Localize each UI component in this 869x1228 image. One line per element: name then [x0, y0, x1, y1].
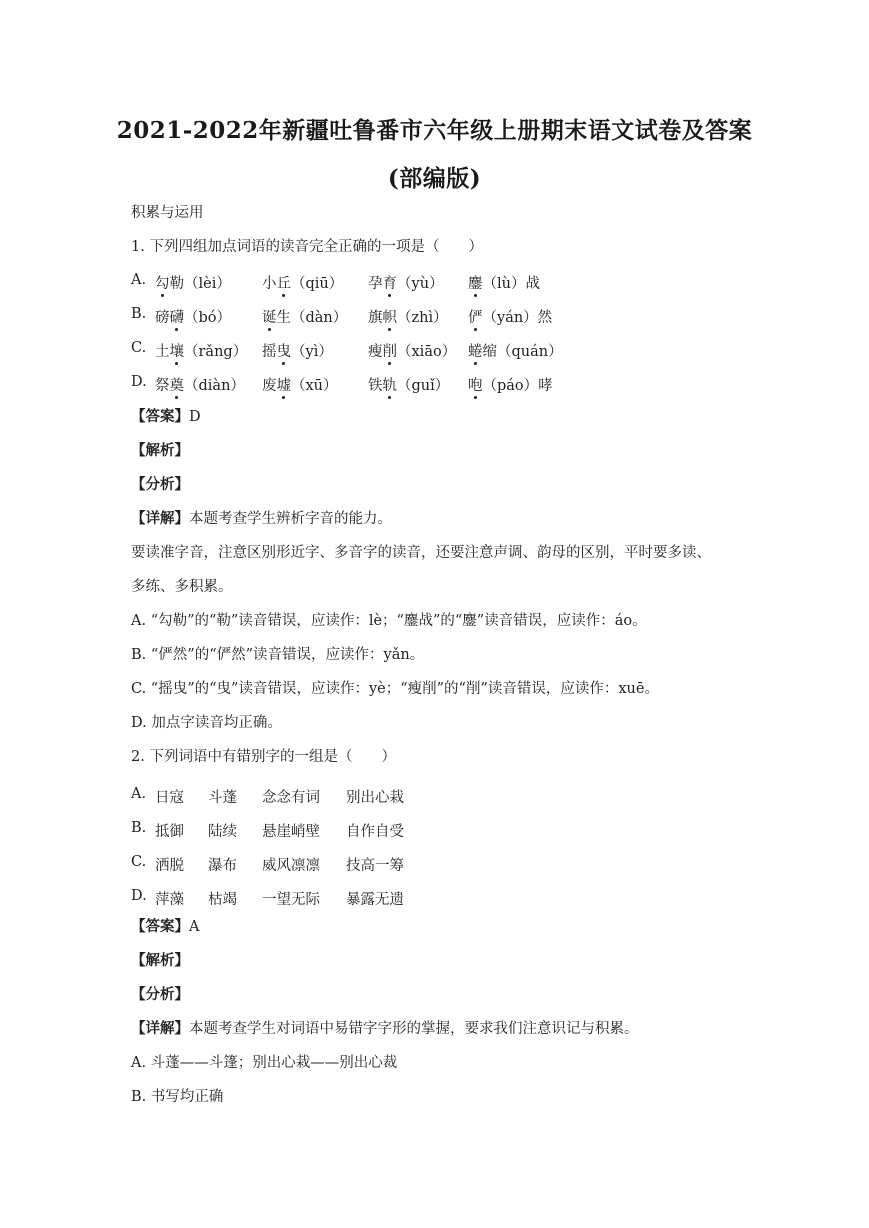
- q2-option-word: 别出心栽: [346, 790, 404, 806]
- item-text: （lù）战: [482, 276, 540, 292]
- item-text: 瘦: [368, 344, 383, 360]
- q2-fenxi: 【分析】: [131, 986, 189, 1003]
- dotted-char: 墟: [276, 378, 291, 394]
- q1-option-label: B.: [131, 306, 147, 322]
- q2-option-word: 陆续: [208, 824, 237, 840]
- dotted-char: 丘: [276, 276, 291, 292]
- detail-tag: 【详解】: [131, 510, 189, 527]
- item-text: （yù）: [397, 276, 444, 292]
- q2-option-label: C.: [131, 854, 147, 870]
- q1-fenxi: 【分析】: [131, 476, 189, 493]
- answer-tag: 【答案】: [131, 408, 189, 425]
- dotted-char: 育: [382, 276, 397, 292]
- detail-text: 本题考查学生对词语中易错字字形的掌握，要求我们注意识记与积累。: [189, 1021, 639, 1037]
- q1-expl-a: A. “勾勒”的“勒”读音错误，应读作：lè；“鏖战”的“鏖”读音错误，应读作：áo。: [131, 613, 647, 629]
- dotted-char: 礴: [169, 310, 184, 326]
- q2-option-word: 萍藻: [155, 892, 184, 908]
- q2-option-word: 瀑布: [208, 858, 237, 874]
- item-text: （bó）: [184, 310, 232, 326]
- q2-detail: [131, 1020, 639, 1038]
- q2-option-word: 日寇: [155, 790, 184, 806]
- q2-option-word: 斗蓬: [208, 790, 237, 806]
- q1-option-item: [468, 340, 563, 361]
- q1-expl-c: C. “摇曳”的“曳”读音错误，应读作：yè；“瘦削”的“削”读音错误，应读作：xuē。: [131, 681, 659, 697]
- q1-answer: [131, 408, 201, 426]
- item-text: 孕: [368, 276, 383, 292]
- item-text: （guǐ）: [397, 378, 450, 394]
- q2-option-label: B.: [131, 820, 147, 836]
- q1-option-item: [155, 374, 245, 395]
- item-text: 废: [262, 378, 277, 394]
- q2-stem: 2. 下列词语中有错别字的一组是（ ）: [131, 749, 396, 765]
- detail-tag: 【详解】: [131, 1020, 189, 1037]
- item-text: （xū）: [291, 378, 338, 394]
- q2-expl-b: B. 书写均正确: [131, 1089, 224, 1105]
- q1-option-item: [262, 374, 338, 395]
- q2-option-word: 威风凛凛: [262, 858, 320, 874]
- item-text: 勒（lèi）: [169, 276, 231, 292]
- item-text: 磅: [155, 310, 170, 326]
- q1-expl-d: D. 加点字读音均正确。: [131, 715, 282, 731]
- item-text: （xiāo）: [397, 344, 457, 360]
- q1-jiexi: 【解析】: [131, 442, 189, 459]
- q1-option-item: [368, 272, 444, 293]
- q1-option-item: [468, 272, 540, 293]
- dotted-char: 蜷: [468, 344, 483, 360]
- answer-value: A: [189, 919, 200, 935]
- q1-para2: 多练、多积累。: [131, 579, 233, 595]
- q2-jiexi: 【解析】: [131, 952, 189, 969]
- dotted-char: 轨: [382, 378, 397, 394]
- item-text: 生（dàn）: [276, 310, 348, 326]
- doc-subtitle: (部编版): [387, 165, 482, 192]
- q1-option-item: [368, 306, 448, 327]
- item-text: （yì）: [291, 344, 333, 360]
- q1-option-item: [468, 306, 552, 327]
- dotted-char: 咆: [468, 378, 483, 394]
- q1-detail: [131, 510, 392, 528]
- q1-expl-b: B. “俨然”的“俨然”读音错误，应读作：yǎn。: [131, 647, 425, 663]
- q2-option-word: 自作自受: [346, 824, 404, 840]
- section-heading: 积累与运用: [131, 205, 204, 221]
- q1-option-label: A.: [131, 272, 147, 288]
- item-text: （yán）然: [482, 310, 553, 326]
- q1-option-item: [155, 272, 231, 293]
- q1-para1: 要读准字音，注意区别形近字、多音字的读音，还要注意声调、韵母的区别，平时要多读、: [131, 545, 711, 561]
- q1-option-item: [368, 374, 449, 395]
- item-text: 缩（quán）: [482, 344, 563, 360]
- q2-option-word: 一望无际: [262, 892, 320, 908]
- item-text: 旗: [368, 310, 383, 326]
- q1-option-item: [262, 340, 333, 361]
- item-text: （zhì）: [397, 310, 448, 326]
- dotted-char: 勾: [155, 276, 170, 292]
- q2-option-word: 洒脱: [155, 858, 184, 874]
- item-text: 铁: [368, 378, 383, 394]
- dotted-char: 帜: [382, 310, 397, 326]
- dotted-char: 奠: [169, 378, 184, 394]
- q2-option-word: 抵御: [155, 824, 184, 840]
- q1-option-label: C.: [131, 340, 147, 356]
- detail-text: 本题考查学生辨析字音的能力。: [189, 511, 392, 527]
- dotted-char: 削: [382, 344, 397, 360]
- item-text: （páo）哮: [482, 378, 553, 394]
- q1-option-item: [368, 340, 456, 361]
- item-text: （diàn）: [184, 378, 245, 394]
- dotted-char: 曳: [276, 344, 291, 360]
- item-text: 土: [155, 344, 170, 360]
- dotted-char: 壤: [169, 344, 184, 360]
- answer-value: D: [189, 409, 201, 425]
- dotted-char: 鏖: [468, 276, 483, 292]
- q2-expl-a: A. 斗蓬——斗篷；别出心栽——别出心裁: [131, 1055, 398, 1071]
- item-text: 祭: [155, 378, 170, 394]
- q1-option-item: [155, 340, 247, 361]
- item-text: 摇: [262, 344, 277, 360]
- q2-option-word: 暴露无遗: [346, 892, 404, 908]
- q1-option-item: [262, 306, 347, 327]
- item-text: （rǎng）: [184, 344, 248, 360]
- item-text: （qiū）: [291, 276, 344, 292]
- q1-option-label: D.: [131, 374, 147, 390]
- q2-option-word: 枯竭: [208, 892, 237, 908]
- answer-tag: 【答案】: [131, 918, 189, 935]
- doc-title: 2021-2022年新疆吐鲁番市六年级上册期末语文试卷及答案: [116, 117, 753, 144]
- dotted-char: 俨: [468, 310, 483, 326]
- q2-option-label: A.: [131, 786, 147, 802]
- q2-option-word: 技高一筹: [346, 858, 404, 874]
- q2-option-word: 念念有词: [262, 790, 320, 806]
- q1-option-item: [155, 306, 231, 327]
- q1-stem: 1. 下列四组加点词语的读音完全正确的一项是（ ）: [131, 239, 483, 255]
- q1-option-item: [468, 374, 553, 395]
- dotted-char: 诞: [262, 310, 277, 326]
- item-text: 小: [262, 276, 277, 292]
- q2-answer: [131, 918, 199, 936]
- q2-option-word: 悬崖峭壁: [262, 824, 320, 840]
- q1-option-item: [262, 272, 343, 293]
- q2-option-label: D.: [131, 888, 147, 904]
